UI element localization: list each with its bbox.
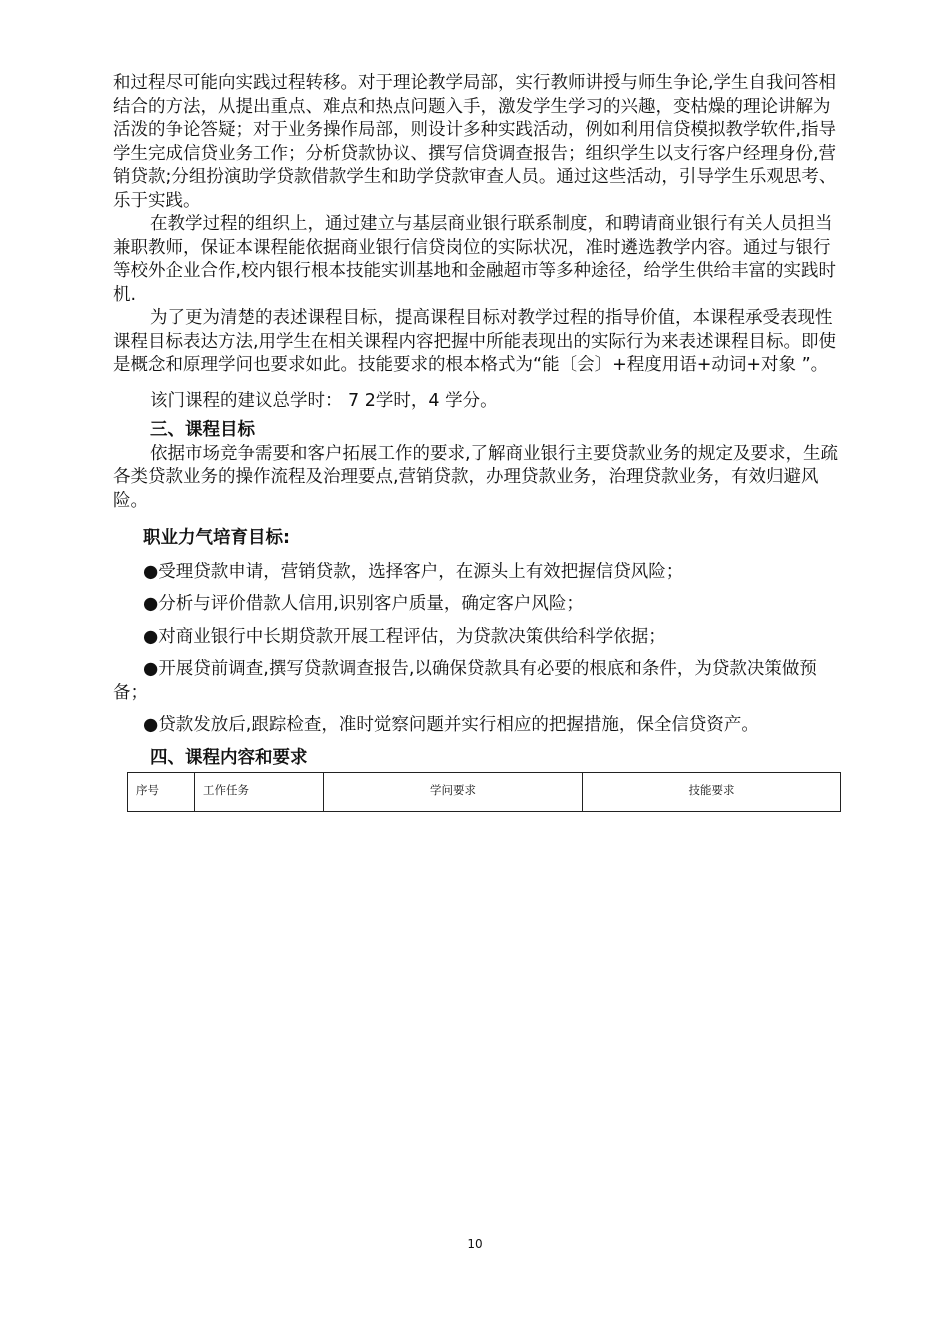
table-header-cell-task: 工作任务	[195, 773, 324, 812]
bullet-item: ●分析与评价借款人信用,识别客户质量，确定客户风险；	[143, 594, 584, 614]
page-content	[113, 72, 843, 812]
page-number: 10	[467, 1237, 483, 1251]
subheading-ability-goals: 职业力气培育目标:	[143, 528, 290, 548]
course-hours: 该门课程的建议总学时： 7 2学时，4 学分。	[150, 390, 498, 411]
bullet-item: ●对商业银行中长期贷款开展工程评估，为贷款决策供给科学依据；	[143, 626, 666, 647]
paragraph-course-objectives-intro: 依据市场竞争需要和客户拓展工作的要求,了解商业银行主要贷款业务的规定及要求，生疏各类贷款业务的操作流程及治理要点,营销贷款，办理贷款业务，治理贷款业务，有效归避风险。	[113, 443, 839, 511]
bullet-item: ●开展贷前调查,撰写贷款调查报告,以确保贷款具有必要的根底和条件，为贷款决策做预备；	[113, 659, 817, 703]
table-header-cell-knowledge: 学问要求	[324, 773, 583, 812]
table-header-cell-skills: 技能要求	[583, 773, 841, 812]
paragraph-course-objective-expression: 为了更为清楚的表述课程目标，提高课程目标对教学过程的指导价值，本课程承受表现性课程目标表达方法,用学生在相关课程内容把握中所能表现出的实际行为来表述课程目标。即使是概念和原理学问也要求如此。技能要求的根本格式为“能〔会〕+程度用语+动词+对象 ”。	[113, 308, 837, 375]
course-content-table-wrapper	[127, 772, 841, 812]
paragraph-teaching-methods: 和过程尽可能向实践过程转移。对于理论教学局部，实行教师讲授与师生争论,学生自我问答相结合的方法，从提出重点、难点和热点问题入手，激发学生学习的兴趣，变枯燥的理论讲解为活泼的争论答疑；对于业务操作局部，则设计多种实践活动，例如利用信贷模拟教学软件,指导学生完成信贷业务工作；分析贷款协议、撰写信贷调查报告；组织学生以支行客户经理身份,营销贷款;分组扮演助学贷款借款学生和助学贷款审查人员。通过这些活动，引导学生乐观思考、乐于实践。	[113, 73, 837, 211]
table-header-cell-index: 序号	[128, 773, 195, 812]
bullet-item: ●贷款发放后,跟踪检查，准时觉察问题并实行相应的把握措施，保全信贷资产。	[143, 715, 759, 735]
section-heading-course-objectives: 三、课程目标	[150, 420, 255, 440]
table-header-row	[128, 773, 841, 812]
paragraph-teaching-organization: 在教学过程的组织上，通过建立与基层商业银行联系制度，和聘请商业银行有关人员担当兼职教师，保证本课程能依据商业银行信贷岗位的实际状况，准时遴选教学内容。通过与银行等校外企业合作,校内银行根本技能实训基地和金融超市等多种途径，给学生供给丰富的实践时机.	[113, 214, 837, 305]
course-content-table	[127, 772, 841, 812]
bullet-item: ●受理贷款申请，营销贷款，选择客户，在源头上有效把握信贷风险；	[143, 561, 684, 582]
section-heading-course-content: 四、课程内容和要求	[150, 747, 308, 768]
